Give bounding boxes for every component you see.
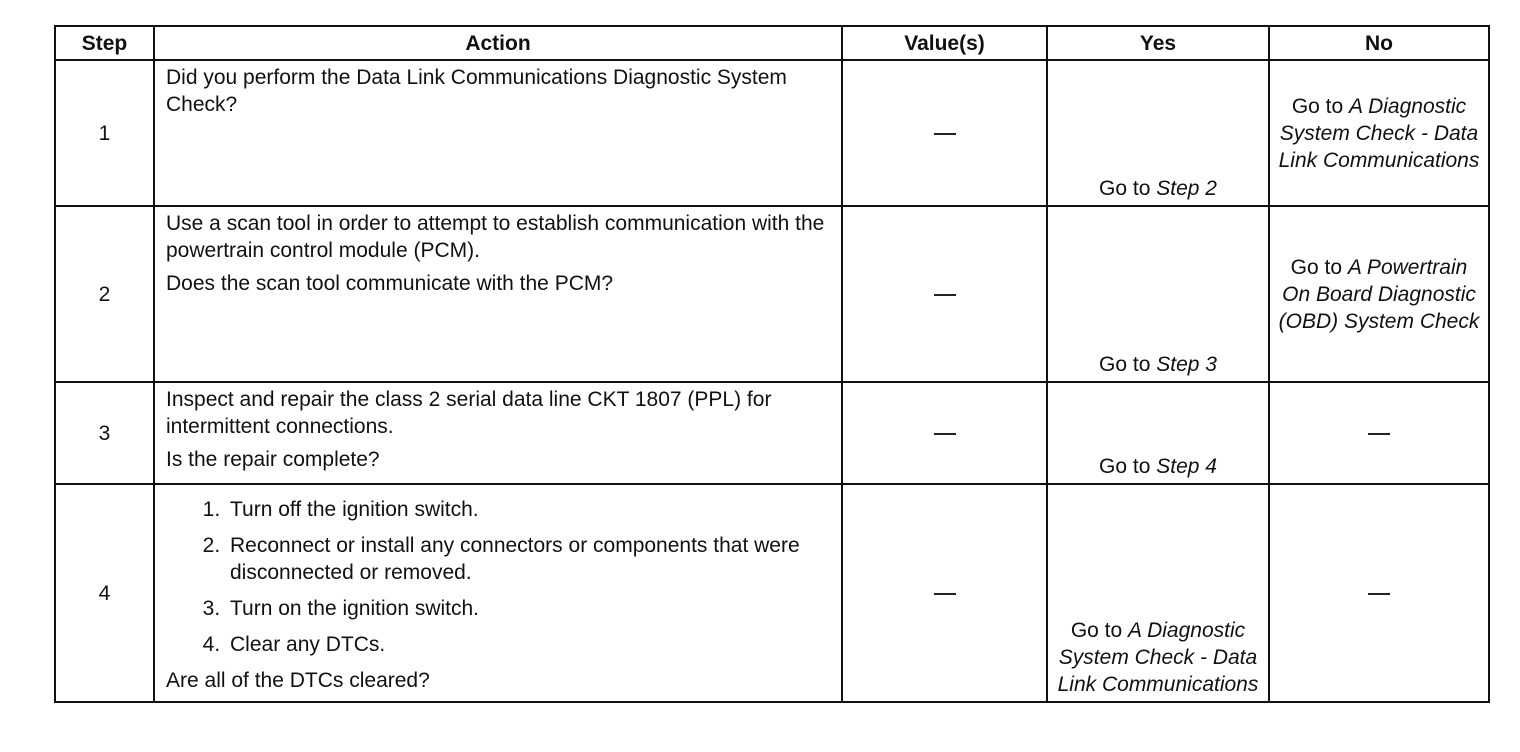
yes-target-link[interactable]: Step 2 xyxy=(1156,177,1217,200)
no-cell xyxy=(1269,484,1489,702)
yes-cell xyxy=(1047,382,1269,484)
value-cell xyxy=(842,206,1047,382)
value-cell xyxy=(842,484,1047,702)
header-row xyxy=(55,26,1489,60)
value-dash xyxy=(934,433,956,435)
action-step-item: 4. Clear any DTCs. xyxy=(226,631,831,658)
no-target-link[interactable]: A Diagnostic System Check - Data Link Communications xyxy=(1278,94,1480,172)
action-question: Does the scan tool communicate with the PCM? xyxy=(166,272,614,295)
no-cell xyxy=(1269,382,1489,484)
action-question: Is the repair complete? xyxy=(166,448,380,471)
action-step-item: 3. Turn on the ignition switch. xyxy=(226,595,831,622)
value-dash xyxy=(934,133,956,135)
action-text: Inspect and repair the class 2 serial data line CKT 1807 (PPL) for intermittent connections. xyxy=(166,388,772,438)
yes-prefix: Go to xyxy=(1099,353,1157,376)
table-row xyxy=(55,60,1489,206)
action-steps-list xyxy=(166,496,831,658)
diagnostic-table xyxy=(54,25,1490,703)
value-dash xyxy=(934,294,956,296)
action-cell xyxy=(154,206,842,382)
action-step-item: 2. Reconnect or install any connectors or components that were disconnected or removed. xyxy=(226,532,831,586)
value-cell xyxy=(842,382,1047,484)
header-action: Action xyxy=(154,26,842,60)
no-dash xyxy=(1368,593,1390,595)
action-cell xyxy=(154,60,842,206)
no-prefix: Go to xyxy=(1290,255,1348,279)
action-cell xyxy=(154,382,842,484)
header-no: No xyxy=(1269,26,1489,60)
header-step: Step xyxy=(55,26,154,60)
no-cell xyxy=(1269,206,1489,382)
action-text: Use a scan tool in order to attempt to establish communication with the powertrain control module (PCM). xyxy=(166,212,825,262)
yes-prefix: Go to xyxy=(1099,455,1157,478)
no-target-link[interactable]: A Powertrain On Board Diagnostic (OBD) System Check xyxy=(1278,255,1480,333)
value-dash xyxy=(934,593,956,595)
step-number: 1 xyxy=(55,60,154,206)
yes-target-link[interactable]: A Diagnostic System Check - Data Link Communications xyxy=(1057,619,1259,696)
yes-cell xyxy=(1047,484,1269,702)
table-row xyxy=(55,382,1489,484)
header-values: Value(s) xyxy=(842,26,1047,60)
no-dash xyxy=(1368,433,1390,435)
yes-cell xyxy=(1047,206,1269,382)
step-number: 2 xyxy=(55,206,154,382)
yes-prefix: Go to xyxy=(1099,177,1157,200)
yes-prefix: Go to xyxy=(1070,619,1129,642)
header-yes: Yes xyxy=(1047,26,1269,60)
action-question: Are all of the DTCs cleared? xyxy=(166,669,430,692)
no-cell xyxy=(1269,60,1489,206)
yes-target-link[interactable]: Step 3 xyxy=(1156,353,1217,376)
no-prefix: Go to xyxy=(1291,94,1350,118)
step-number: 4 xyxy=(55,484,154,702)
action-cell xyxy=(154,484,842,702)
yes-target-link[interactable]: Step 4 xyxy=(1156,455,1217,478)
table-row xyxy=(55,484,1489,702)
yes-cell xyxy=(1047,60,1269,206)
value-cell xyxy=(842,60,1047,206)
action-step-item: 1. Turn off the ignition switch. xyxy=(226,496,831,523)
step-number: 3 xyxy=(55,382,154,484)
action-text: Did you perform the Data Link Communications Diagnostic System Check? xyxy=(166,66,787,116)
table-row xyxy=(55,206,1489,382)
